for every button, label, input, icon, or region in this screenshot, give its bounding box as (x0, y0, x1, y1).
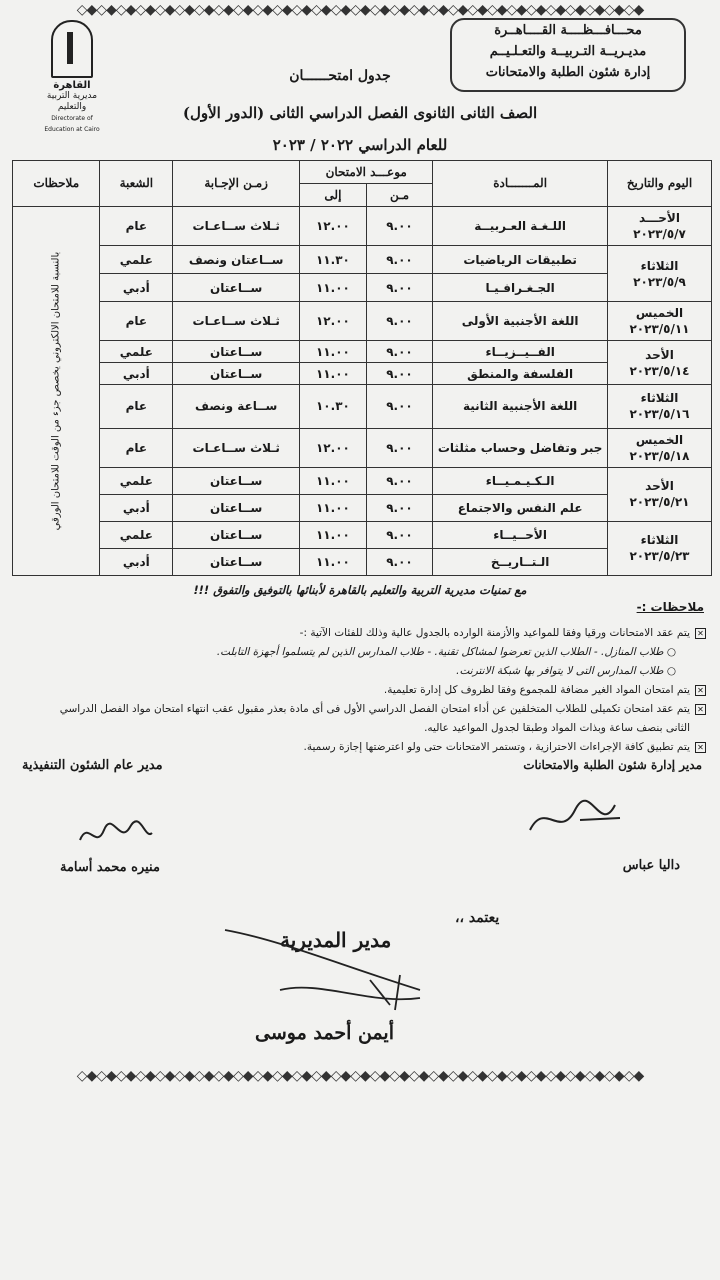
checkbox-icon: ✕ (695, 685, 706, 696)
to-cell: ١١.٠٠ (300, 548, 367, 575)
table-row (13, 385, 712, 429)
duration-cell: ســاعتان (173, 548, 300, 575)
duration-cell: ســاعة ونصف (173, 385, 300, 429)
day-cell: الثلاثاء ٢٠٢٣/٥/١٦ (608, 385, 712, 429)
branch-cell: علمي (100, 468, 173, 495)
header-notes: ملاحظات (13, 161, 100, 207)
day-cell: الأحد ٢٠٢٣/٥/١٤ (608, 341, 712, 385)
from-cell: ٩.٠٠ (366, 494, 433, 521)
to-cell: ١١.٠٠ (300, 274, 367, 302)
duration-cell: ثـلاث ســاعـات (173, 428, 300, 467)
logo-name: القاهرة (53, 80, 91, 91)
signature-right-scribble (520, 790, 640, 850)
note-continuation: الثانى بنصف ساعة وبذات المواد وطبقا لجدول المواعيد عاليه. (424, 722, 690, 734)
table-row (13, 494, 712, 521)
checkbox-icon: ✕ (695, 704, 706, 715)
table-row (13, 206, 712, 245)
director-signature-scribble (220, 920, 460, 1020)
director-title: مدير المديرية (280, 928, 392, 952)
header-line-2: مديـريــة التـربيــة والتعـلـيــم (489, 44, 647, 59)
director-name: أيمن أحمد موسى (255, 1022, 394, 1044)
to-cell: ١٢.٠٠ (300, 428, 367, 467)
from-cell: ٩.٠٠ (366, 341, 433, 363)
approval-label: يعتمد ،، (455, 910, 500, 926)
to-cell: ١١.٠٠ (300, 468, 367, 495)
branch-cell: أدبي (100, 494, 173, 521)
cairo-logo (38, 20, 106, 133)
branch-cell: عام (100, 206, 173, 245)
day-cell: الخميس ٢٠٢٣/٥/١٨ (608, 428, 712, 467)
from-cell: ٩.٠٠ (366, 246, 433, 274)
subject-cell: علم النفس والاجتماع (433, 494, 608, 521)
header-from: مـن (366, 183, 433, 206)
signature-left-title: مدير عام الشئون التنفيذية (22, 758, 163, 773)
to-cell: ١١.٠٠ (300, 363, 367, 385)
duration-cell: ســاعتان (173, 341, 300, 363)
from-cell: ٩.٠٠ (366, 274, 433, 302)
to-cell: ١١.٠٠ (300, 521, 367, 548)
bottom-decorative-border: ◇◆◇◆◇◆◇◆◇◆◇◆◇◆◇◆◇◆◇◆◇◆◇◆◇◆◇◆◇◆◇◆◇◆◇◆◇◆◇◆◇◆◇◆◇◆◇◆◇◆◇◆◇◆◇◆◇◆ (76, 1068, 644, 1084)
subject-cell: الـتــاريــخ (433, 548, 608, 575)
header-duration: زمـن الإجـابة (173, 161, 300, 207)
note-item: ✕ يتم عقد امتحان تكميلى للطلاب المتخلفين عن أداء امتحان الفصل الدراسي الأول فى أى مادة بعذر مقبول عقب انتهاء امتحان مواد الفصل الدراسي (6, 700, 706, 719)
branch-cell: عام (100, 302, 173, 341)
checkbox-icon: ✕ (695, 742, 706, 753)
header-branch: الشعبة (100, 161, 173, 207)
subject-cell: اللغة الأجنبية الثانية (433, 385, 608, 429)
grade-title: الصف الثانى الثانوى الفصل الدراسي الثانى (الدور الأول) (182, 104, 538, 122)
duration-cell: ثـلاث ســاعـات (173, 206, 300, 245)
to-cell: ١٢.٠٠ (300, 302, 367, 341)
day-cell: الثلاثاء ٢٠٢٣/٥/٩ (608, 246, 712, 302)
table-row (13, 468, 712, 495)
signature-left-scribble (70, 815, 160, 855)
from-cell: ٩.٠٠ (366, 363, 433, 385)
directorate-header-box (450, 18, 686, 92)
notes-list (6, 624, 706, 757)
day-cell: الثلاثاء ٢٠٢٣/٥/٢٣ (608, 521, 712, 575)
from-cell: ٩.٠٠ (366, 428, 433, 467)
subject-cell: الفــيــزيــاء (433, 341, 608, 363)
from-cell: ٩.٠٠ (366, 521, 433, 548)
branch-cell: عام (100, 385, 173, 429)
to-cell: ١١.٣٠ (300, 246, 367, 274)
header-day: اليوم والتاريخ (608, 161, 712, 207)
subject-cell: الأحــيــاء (433, 521, 608, 548)
subject-cell: جبر وتفاضل وحساب مثلثات (433, 428, 608, 467)
note-subitem: ○ طلاب المدارس التى لا يتوافر بها شبكة الانترنت. (456, 665, 676, 677)
logo-line-2: Directorate of Education at Cairo (44, 115, 100, 133)
from-cell: ٩.٠٠ (366, 206, 433, 245)
table-row (13, 428, 712, 467)
duration-cell: ســاعتان ونصف (173, 246, 300, 274)
header-to: إلى (300, 183, 367, 206)
from-cell: ٩.٠٠ (366, 468, 433, 495)
top-decorative-border: ◇◆◇◆◇◆◇◆◇◆◇◆◇◆◇◆◇◆◇◆◇◆◇◆◇◆◇◆◇◆◇◆◇◆◇◆◇◆◇◆◇◆◇◆◇◆◇◆◇◆◇◆◇◆◇◆◇◆ (76, 2, 644, 18)
table-row (13, 363, 712, 385)
header-time: موعـــد الامتحان (300, 161, 433, 184)
table-row (13, 246, 712, 274)
wish-message: مع تمنيات مديرية التربية والتعليم بالقاهرة لأبنائها بالتوفيق والتفوق !!! (193, 583, 527, 597)
year-title: للعام الدراسي ٢٠٢٢ / ٢٠٢٣ (272, 136, 448, 154)
schedule-title: جدول امتحــــــان (289, 68, 391, 84)
emblem-icon (51, 20, 93, 78)
table-row (13, 548, 712, 575)
branch-cell: أدبي (100, 363, 173, 385)
table-row (13, 274, 712, 302)
checkbox-icon: ✕ (695, 628, 706, 639)
from-cell: ٩.٠٠ (366, 548, 433, 575)
table-row (13, 341, 712, 363)
header-line-3: إدارة شئون الطلبة والامتحانات (485, 65, 651, 80)
day-cell: الخميس ٢٠٢٣/٥/١١ (608, 302, 712, 341)
subject-cell: الفلسفة والمنطق (433, 363, 608, 385)
duration-cell: ســاعتان (173, 468, 300, 495)
note-item: ✕ يتم امتحان المواد الغير مضافة للمجموع وفقا لظروف كل إدارة تعليمية. (6, 681, 706, 700)
to-cell: ١١.٠٠ (300, 341, 367, 363)
to-cell: ١٢.٠٠ (300, 206, 367, 245)
to-cell: ١١.٠٠ (300, 494, 367, 521)
branch-cell: عام (100, 428, 173, 467)
notes-title: ملاحظات :- (636, 600, 704, 614)
header-line-1: محـــافـــظــــة القــــاهــرة (494, 23, 642, 38)
duration-cell: ســاعتان (173, 363, 300, 385)
duration-cell: ســاعتان (173, 494, 300, 521)
branch-cell: علمي (100, 246, 173, 274)
branch-cell: أدبي (100, 548, 173, 575)
signature-right-name: داليا عباس (622, 858, 680, 873)
note-item: ✕ يتم عقد الامتحانات ورقيا وفقا للمواعيد والأزمنة الوارده بالجدول عالية وذلك للفئات الآتية :- (6, 624, 706, 643)
subject-cell: تطبيقات الرياضيات (433, 246, 608, 274)
signature-left-name: منيره محمد أسامة (60, 860, 160, 875)
branch-cell: أدبي (100, 274, 173, 302)
subject-cell: اللغة الأجنبية الأولى (433, 302, 608, 341)
from-cell: ٩.٠٠ (366, 302, 433, 341)
header-subject: المـــــــادة (433, 161, 608, 207)
subject-cell: الـكـيـمـيــاء (433, 468, 608, 495)
logo-line-1: مديرية التربية والتعليم (46, 91, 98, 112)
duration-cell: ثـلاث ســاعـات (173, 302, 300, 341)
signature-right-title: مدير إدارة شئون الطلبة والامتحانات (523, 758, 702, 772)
branch-cell: علمي (100, 341, 173, 363)
duration-cell: ســاعتان (173, 274, 300, 302)
duration-cell: ســاعتان (173, 521, 300, 548)
to-cell: ١٠.٣٠ (300, 385, 367, 429)
day-cell: الأحد ٢٠٢٣/٥/٢١ (608, 468, 712, 522)
table-row (13, 302, 712, 341)
notes-vertical-cell: بالنسبة للامتحان الالكتروني يخصص جزء من الوقت للامتحان الورقي (13, 206, 100, 575)
subject-cell: اللـغـة العـربيــة (433, 206, 608, 245)
day-cell: الأحـــد ٢٠٢٣/٥/٧ (608, 206, 712, 245)
note-subitem: ○ طلاب المنازل. - الطلاب الذين تعرضوا لمشاكل تقنية. - طلاب المدارس الذين لم يتسلموا أجهزة التابلت. (216, 646, 676, 658)
from-cell: ٩.٠٠ (366, 385, 433, 429)
table-row (13, 521, 712, 548)
note-item: ✕ يتم تطبيق كافة الإجراءات الاحترازية ، وتستمر الامتحانات حتى ولو اعترضتها إجازة رسمية. (6, 738, 706, 757)
exam-schedule-table (12, 160, 712, 576)
branch-cell: علمي (100, 521, 173, 548)
subject-cell: الجـغـرافـيـا (433, 274, 608, 302)
